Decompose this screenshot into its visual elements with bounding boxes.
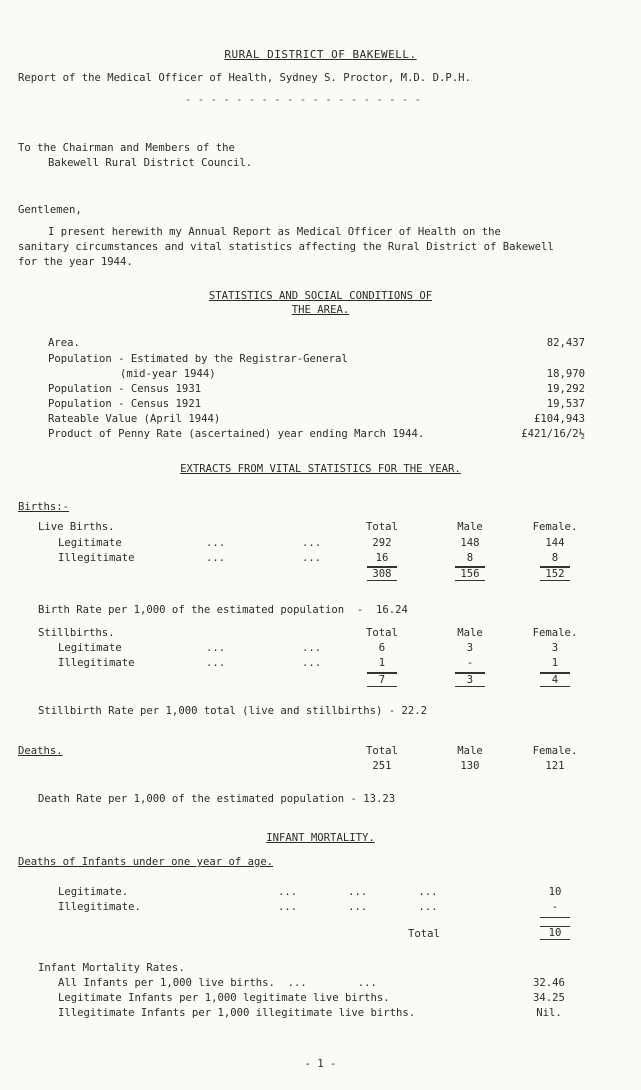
infant-rate-all-label: All Infants per 1,000 live births. ... ... [58, 977, 377, 989]
infant-rate-illegit-label: Illegitimate Infants per 1,000 illegitimate live births. [58, 1007, 416, 1019]
births-illegit-dots-1: ... [206, 552, 226, 564]
births-legit-dots-2: ... [302, 537, 322, 549]
births-legit-label: Legitimate [58, 537, 122, 549]
stats-label-census-1921: Population - Census 1921 [48, 398, 202, 410]
stats-value-census-1931: 19,292 [546, 383, 585, 395]
births-legit-female: 144 [545, 537, 565, 549]
still-legit-total: 6 [378, 642, 386, 654]
still-sum-male: 3 [455, 673, 485, 687]
births-sum-male: 156 [455, 567, 485, 581]
stats-label-area: Area. [48, 337, 80, 349]
still-sum-total: 7 [367, 673, 397, 687]
still-legit-dots-1: ... [206, 642, 226, 654]
still-legit-label: Legitimate [58, 642, 122, 654]
intro-line-1: I present herewith my Annual Report as Medical Officer of Health on the [48, 226, 501, 238]
page-number: - 1 - [304, 1058, 337, 1070]
infant-legit-dots: ... ... ... [278, 886, 438, 898]
infant-illegit-dots: ... ... ... [278, 901, 438, 913]
stats-label-rateable: Rateable Value (April 1944) [48, 413, 221, 425]
births-illegit-label: Illegitimate [58, 552, 135, 564]
deaths-female: 121 [545, 760, 565, 772]
live-births-label: Live Births. [38, 521, 115, 533]
deaths-heading: Deaths. [18, 745, 63, 757]
still-illegit-male: - [466, 657, 474, 669]
still-col-male: Male [457, 627, 483, 639]
stats-value-area: 82,437 [546, 337, 585, 349]
stillbirths-label: Stillbirths. [38, 627, 115, 639]
still-illegit-dots-1: ... [206, 657, 226, 669]
still-illegit-total: 1 [378, 657, 386, 669]
infant-total-label: Total [408, 928, 440, 940]
births-col-total: Total [366, 521, 398, 533]
stats-value-pop-estimate: 18,970 [546, 368, 585, 380]
stats-heading-2: THE AREA. [291, 304, 350, 316]
births-col-female: Female. [532, 521, 578, 533]
births-heading: Births:- [18, 501, 70, 513]
births-illegit-total: 16 [375, 552, 389, 564]
still-sum-female: 4 [540, 673, 570, 687]
stats-label-census-1931: Population - Census 1931 [48, 383, 202, 395]
report-line: Report of the Medical Officer of Health, Sydney S. Proctor, M.D. D.P.H. [18, 72, 471, 84]
infant-heading: INFANT MORTALITY. [266, 832, 375, 844]
infant-rate-illegit-value: Nil. [536, 1007, 562, 1019]
still-legit-male: 3 [466, 642, 474, 654]
stats-heading-1: STATISTICS AND SOCIAL CONDITIONS OF [208, 290, 433, 302]
infant-rate-all-value: 32.46 [533, 977, 565, 989]
infant-total-rule [540, 917, 570, 918]
births-legit-total: 292 [372, 537, 392, 549]
intro-line-3: for the year 1944. [18, 256, 133, 268]
intro-line-2: sanitary circumstances and vital statistics affecting the Rural District of Bakewell [18, 241, 554, 253]
still-legit-dots-2: ... [302, 642, 322, 654]
infant-total-value: 10 [540, 926, 570, 940]
stats-value-penny-rate: £421/16/2½ [521, 428, 585, 440]
stats-value-rateable: £104,943 [533, 413, 585, 425]
addressee-line-1: To the Chairman and Members of the [18, 142, 235, 154]
infant-illegit-label: Illegitimate. [58, 901, 141, 913]
salutation: Gentlemen, [18, 204, 82, 216]
deaths-col-female: Female. [532, 745, 578, 757]
deaths-col-total: Total [366, 745, 398, 757]
infant-rate-legit-label: Legitimate Infants per 1,000 legitimate live births. [58, 992, 390, 1004]
header-rule: - - - - - - - - - - - - - - - - - - - [185, 94, 421, 106]
births-legit-male: 148 [460, 537, 480, 549]
still-illegit-dots-2: ... [302, 657, 322, 669]
stats-value-census-1921: 19,537 [546, 398, 585, 410]
infant-rates-heading: Infant Mortality Rates. [38, 962, 185, 974]
stats-label-penny-rate: Product of Penny Rate (ascertained) year ending March 1944. [48, 428, 425, 440]
births-sum-total: 308 [367, 567, 397, 581]
still-illegit-female: 1 [551, 657, 559, 669]
deaths-col-male: Male [457, 745, 483, 757]
still-illegit-label: Illegitimate [58, 657, 135, 669]
births-illegit-dots-2: ... [302, 552, 322, 564]
still-col-female: Female. [532, 627, 578, 639]
death-rate: Death Rate per 1,000 of the estimated population - 13.23 [38, 793, 396, 805]
stats-label-pop-estimate-2: (mid-year 1944) [120, 368, 216, 380]
infant-rate-legit-value: 34.25 [533, 992, 565, 1004]
stillbirth-rate: Stillbirth Rate per 1,000 total (live and stillbirths) - 22.2 [38, 705, 428, 717]
births-col-male: Male [457, 521, 483, 533]
births-illegit-female: 8 [551, 552, 559, 564]
district-title: RURAL DISTRICT OF BAKEWELL. [224, 48, 417, 61]
still-legit-female: 3 [551, 642, 559, 654]
infant-illegit-value: - [551, 901, 559, 913]
births-illegit-male: 8 [466, 552, 474, 564]
births-legit-dots-1: ... [206, 537, 226, 549]
deaths-male: 130 [460, 760, 480, 772]
infant-legit-label: Legitimate. [58, 886, 129, 898]
vital-heading: EXTRACTS FROM VITAL STATISTICS FOR THE YEAR. [180, 463, 461, 475]
infant-legit-value: 10 [548, 886, 562, 898]
births-sum-female: 152 [540, 567, 570, 581]
deaths-total: 251 [372, 760, 392, 772]
addressee-line-2: Bakewell Rural District Council. [48, 157, 253, 169]
infant-subheading: Deaths of Infants under one year of age. [18, 856, 274, 868]
stats-label-pop-estimate: Population - Estimated by the Registrar-General [48, 353, 348, 365]
birth-rate: Birth Rate per 1,000 of the estimated population - 16.24 [38, 604, 408, 616]
still-col-total: Total [366, 627, 398, 639]
